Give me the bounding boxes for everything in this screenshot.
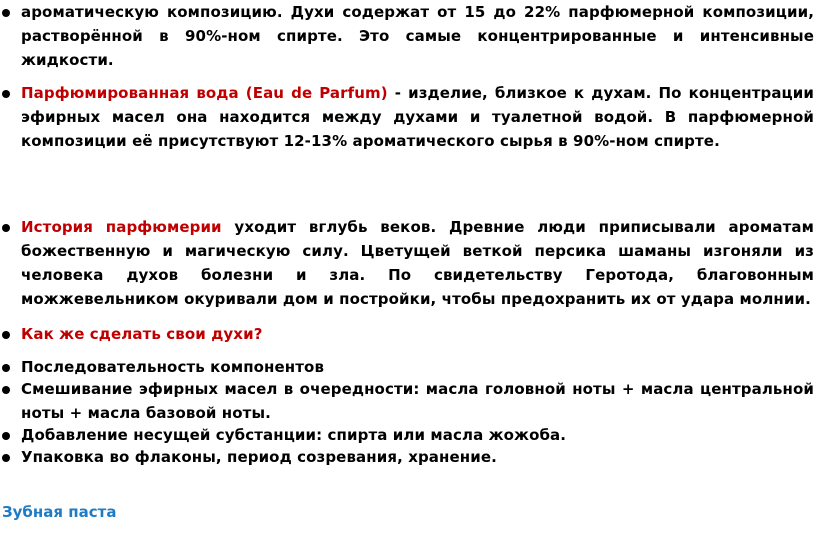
step-text: Последовательность компонентов <box>21 358 325 376</box>
bullet-icon <box>2 224 10 232</box>
bullet-icon <box>2 432 10 440</box>
step-text: Упаковка во флаконы, период созревания, хранение. <box>21 448 497 466</box>
highlight-term: Парфюмированная вода (Eau de Parfum) <box>21 84 388 102</box>
paragraph-text: Парфюмированная вода (Eau de Parfum) - изделие, близкое к духам. По концентрации эфирных масел она находится между духами и туалетной водой. В парфюмерной композиции её присутствуют 12-13% ароматического сырья в 90%-ном спирте. <box>21 84 814 150</box>
bullet-icon <box>2 9 10 17</box>
bullet-icon <box>2 454 10 462</box>
section-heading: Зубная паста <box>2 503 117 521</box>
bullet-icon <box>2 386 10 394</box>
paragraph-text <box>21 322 814 346</box>
step-text: Смешивание эфирных масел в очередности: масла головной ноты + масла центральной ноты + масла базовой ноты. <box>21 380 814 422</box>
paragraph-text: История парфюмерии уходит вглубь веков. Древние люди приписывали ароматам божественную и магическую силу. Цветущей веткой персика шаманы изгоняли из человека духов болезни и зла. По свидетельству Геротода, благовонным можжевельником окуривали дом и постройки, чтобы предохранить их от удара молнии. <box>21 218 814 308</box>
step-text: Добавление несущей субстанции: спирта или масла жожоба. <box>21 426 567 444</box>
question-heading: Как же сделать свои духи? <box>21 325 263 343</box>
bullet-icon <box>2 364 10 372</box>
highlight-term: История парфюмерии <box>21 218 222 236</box>
paragraph-text: ароматическую композицию. Духи содержат от 15 до 22% парфюмерной композиции, растворённой в 90%-ном спирте. Это самые концентрированные и интенсивные жидкости. <box>21 3 814 69</box>
bullet-icon <box>2 90 10 98</box>
bullet-icon <box>2 331 10 339</box>
